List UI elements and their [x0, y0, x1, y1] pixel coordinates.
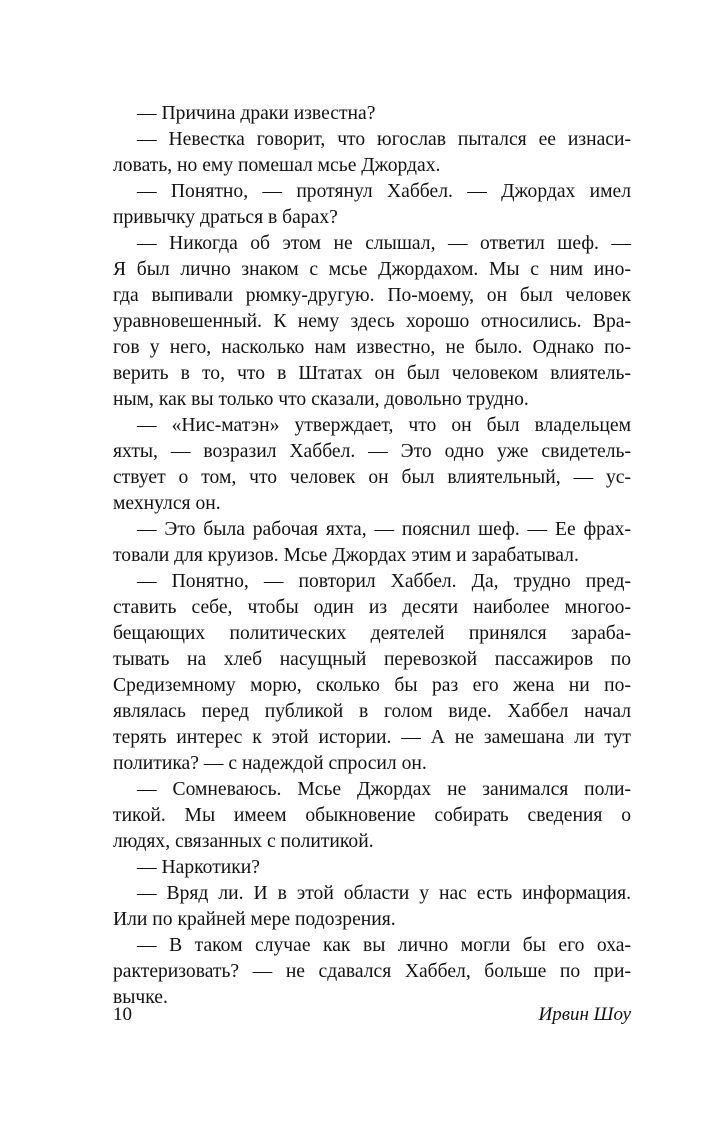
text-line: ловать, но ему помешал мсье Джордах.: [113, 155, 441, 176]
page-footer: [113, 1002, 631, 1028]
page-body: [113, 101, 631, 1011]
text-line: — Сомневаюсь. Мсье Джордах не занимался поли-: [137, 779, 631, 800]
text-line: вычке.: [113, 987, 168, 1008]
text-line: привычку драться в барах?: [113, 207, 338, 228]
text-line: ным, как вы только что сказали, довольно трудно.: [113, 389, 529, 410]
text-line: — Причина драки известна?: [137, 103, 376, 124]
text-line: тывать на хлеб насущный перевозкой пассажиров по: [113, 649, 631, 670]
text-line: ставить себе, чтобы один из десяти наиболее многоо-: [113, 597, 631, 618]
text-line: — Понятно, — повторил Хаббел. Да, трудно пред-: [137, 571, 631, 592]
text-line: уравновешенный. К нему здесь хорошо относились. Вра-: [113, 311, 631, 332]
text-line: являлась перед публикой в голом виде. Хаббел начал: [113, 701, 631, 722]
running-author: Ирвин Шоу: [538, 1004, 631, 1025]
text-line: политика? — с надеждой спросил он.: [113, 753, 427, 774]
text-line: верить в то, что в Штатах он был человеком влиятель-: [113, 363, 631, 384]
text-line: гов у него, насколько нам известно, не было. Однако по-: [113, 337, 631, 358]
text-line: — «Нис-матэн» утверждает, что он был владельцем: [137, 415, 631, 436]
text-line: — Никогда об этом не слышал, — ответил шеф. —: [137, 233, 631, 254]
text-line: терять интерес к этой истории. — А не замешана ли тут: [113, 727, 631, 748]
text-line: Средиземному морю, сколько бы раз его жена ни по-: [113, 675, 631, 696]
text-line: тикой. Мы имеем обыкновение собирать сведения о: [113, 805, 631, 826]
text-line: Я был лично знаком с мсье Джордахом. Мы с ним ино-: [113, 259, 631, 280]
text-line: гда выпивали рюмку-другую. По-моему, он был человек: [113, 285, 631, 306]
text-line: бещающих политических деятелей принялся зараба-: [113, 623, 631, 644]
text-line: людях, связанных с политикой.: [113, 831, 374, 852]
text-line: — Невестка говорит, что югослав пытался ее изнаси-: [137, 129, 631, 150]
text-line: — Понятно, — протянул Хаббел. — Джордах имел: [137, 181, 631, 202]
text-line: мехнулся он.: [113, 493, 221, 514]
page-number: 10: [113, 1004, 132, 1025]
text-line: — Наркотики?: [137, 857, 260, 878]
text-line: яхты, — возразил Хаббел. — Это одно уже свидетель-: [113, 441, 631, 462]
text-line: ствует о том, что человек он был влиятельный, — ус-: [113, 467, 631, 488]
text-line: — Это была рабочая яхта, — пояснил шеф. — Ее фрах-: [137, 519, 631, 540]
text-line: Или по крайней мере подозрения.: [113, 909, 396, 930]
text-line: рактеризовать? — не сдавался Хаббел, больше по при-: [113, 961, 631, 982]
text-line: — В таком случае как вы лично могли бы его оха-: [137, 935, 631, 956]
text-line: — Вряд ли. И в этой области у нас есть информация.: [137, 883, 631, 904]
text-line: товали для круизов. Мсье Джордах этим и зарабатывал.: [113, 545, 579, 566]
